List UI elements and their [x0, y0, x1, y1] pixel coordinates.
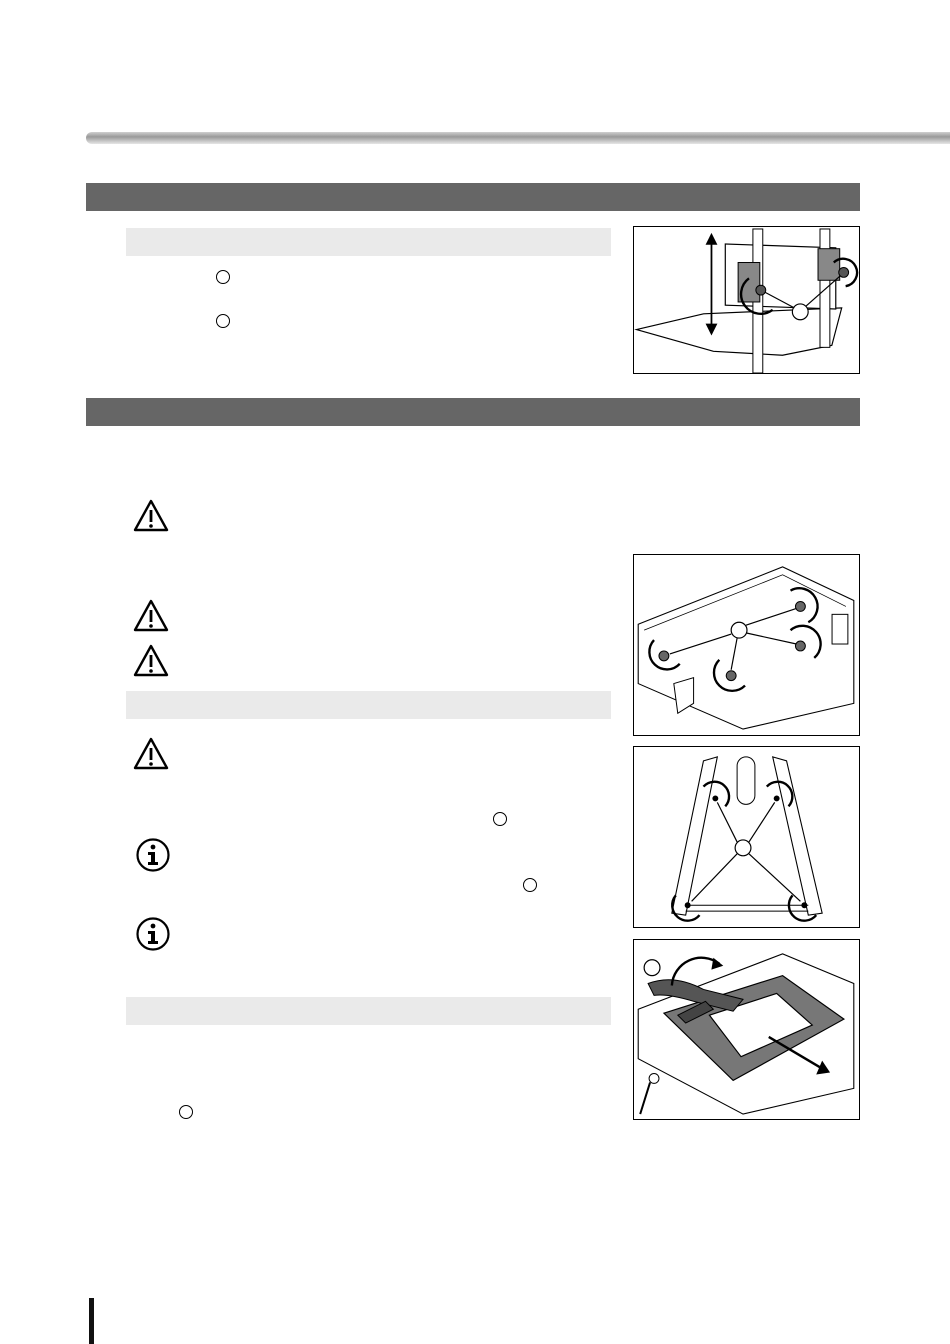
reference-marker	[179, 1105, 193, 1119]
warning-triangle-icon	[133, 598, 169, 634]
backrest-height-adjustment-illustration	[634, 227, 859, 373]
section-bar-1	[86, 183, 860, 211]
info-icon	[135, 837, 171, 873]
warning-triangle-icon	[133, 498, 169, 534]
backrest-height-figure	[633, 226, 860, 374]
reference-marker	[523, 878, 537, 892]
sub-heading-bar-2	[126, 691, 611, 719]
reference-marker	[493, 812, 507, 826]
sub-heading-bar-3	[126, 997, 611, 1025]
warning-triangle-icon	[133, 643, 169, 679]
page-edge-marker	[89, 1298, 94, 1344]
sub-heading-bar-1	[126, 228, 611, 256]
warning-triangle-icon	[133, 736, 169, 772]
reference-marker	[216, 314, 230, 328]
frame-screws-figure	[633, 746, 860, 928]
adapter-lever-figure	[633, 939, 860, 1120]
header-rule	[86, 132, 950, 144]
seat-plate-screws-figure	[633, 554, 860, 736]
reference-marker	[216, 270, 230, 284]
seat-plate-four-screws-illustration	[634, 555, 859, 735]
section-bar-2	[86, 398, 860, 426]
adapter-release-lever-illustration	[634, 940, 859, 1119]
info-icon	[135, 916, 171, 952]
frame-four-screws-illustration	[634, 747, 859, 927]
